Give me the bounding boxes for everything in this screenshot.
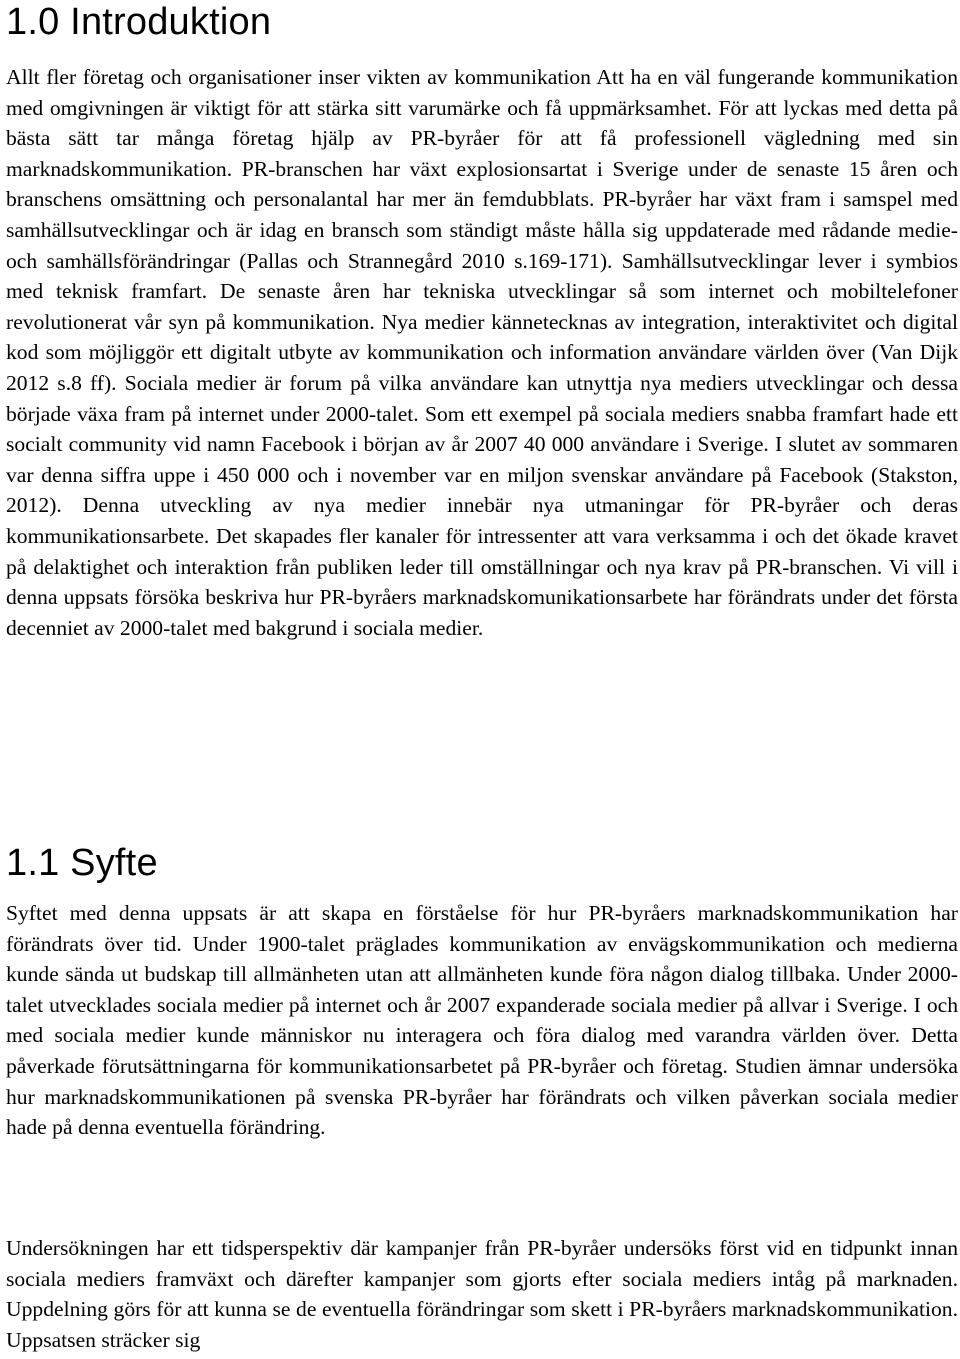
- section-heading-syfte: 1.1 Syfte: [6, 842, 158, 884]
- paragraph-syfte-2: Undersökningen har ett tidsperspektiv där kampanjer från PR-byråer undersöks först vid en tidpunkt innan sociala mediers framväxt och därefter kampanjer som gjorts efter sociala mediers intåg på marknaden. Uppdelning görs för att kunna se de eventuella förändringar som skett i PR-byråers marknadskommunikation. Uppsatsen sträcker sig: [6, 1236, 958, 1352]
- section-heading-introduktion: 1.0 Introduktion: [6, 1, 272, 43]
- paragraph-syfte-1: Syftet med denna uppsats är att skapa en förståelse för hur PR-byråers marknadskommunikation har förändrats över tid. Under 1900-talet präglades kommunikation av envägskommunikation och medierna kunde sända ut budskap till allmänheten utan att allmänheten kunde föra någon dialog tillbaka. Under 2000-talet utvecklades sociala medier på internet och år 2007 expanderade sociala medier på allvar i Sverige. I och med sociala medier kunde människor nu interagera och föra dialog med varandra världen över. Detta påverkade förutsättningarna för kommunikationsarbetet på PR-byråer och företag. Studien ämnar undersöka hur marknadskommunikationen på svenska PR-byråer har förändrats och vilken påverkan sociala medier hade på denna eventuella förändring.: [6, 901, 958, 1140]
- paragraph-introduktion: Allt fler företag och organisationer inser vikten av kommunikation Att ha en väl fungerande kommunikation med omgivningen är viktigt för att stärka sitt varumärke och få uppmärksamhet. För att lyckas med detta på bästa sätt tar många företag hjälp av PR-byråer för att få professionell vägledning med sin marknadskommunikation. PR-branschen har växt explosionsartat i Sverige under de senaste 15 åren och branschens omsättning och personalantal har mer än femdubblats. PR-byråer har växt fram i samspel med samhällsutvecklingar och är idag en bransch som ständigt måste hålla sig uppdaterade med rådande medie- och samhällsförändringar (Pallas och Strannegård 2010 s.169-171). Samhällsutvecklingar lever i symbios med teknisk framfart. De senaste åren har tekniska utvecklingar så som internet och mobiltelefoner revolutionerat vår syn på kommunikation. Nya medier kännetecknas av integration, interaktivitet och digital kod som möjliggör ett digitalt utbyte av kommunikation och information användare världen över (Van Dijk 2012 s.8 ff). Sociala medier är forum på vilka användare kan utnyttja nya mediers utvecklingar och dessa började växa fram på internet under 2000-talet. Som ett exempel på sociala mediers snabba framfart hade ett socialt community vid namn Facebook i början av år 2007 40 000 användare i Sverige. I slutet av sommaren var denna siffra uppe i 450 000 och i november var en miljon svenskar användare på Facebook (Stakston, 2012). Denna utveckling av nya medier innebär nya utmaningar för PR-byråer och deras kommunikationsarbete. Det skapades fler kanaler för intressenter att vara verksamma i och det ökade kravet på delaktighet och interaktion från publiken leder till omställningar och nya krav på PR-branschen. Vi vill i denna uppsats försöka beskriva hur PR-byråers marknadskomunikationsarbete har förändrats under det första decenniet av 2000-talet med bakgrund i sociala medier.: [6, 65, 958, 640]
